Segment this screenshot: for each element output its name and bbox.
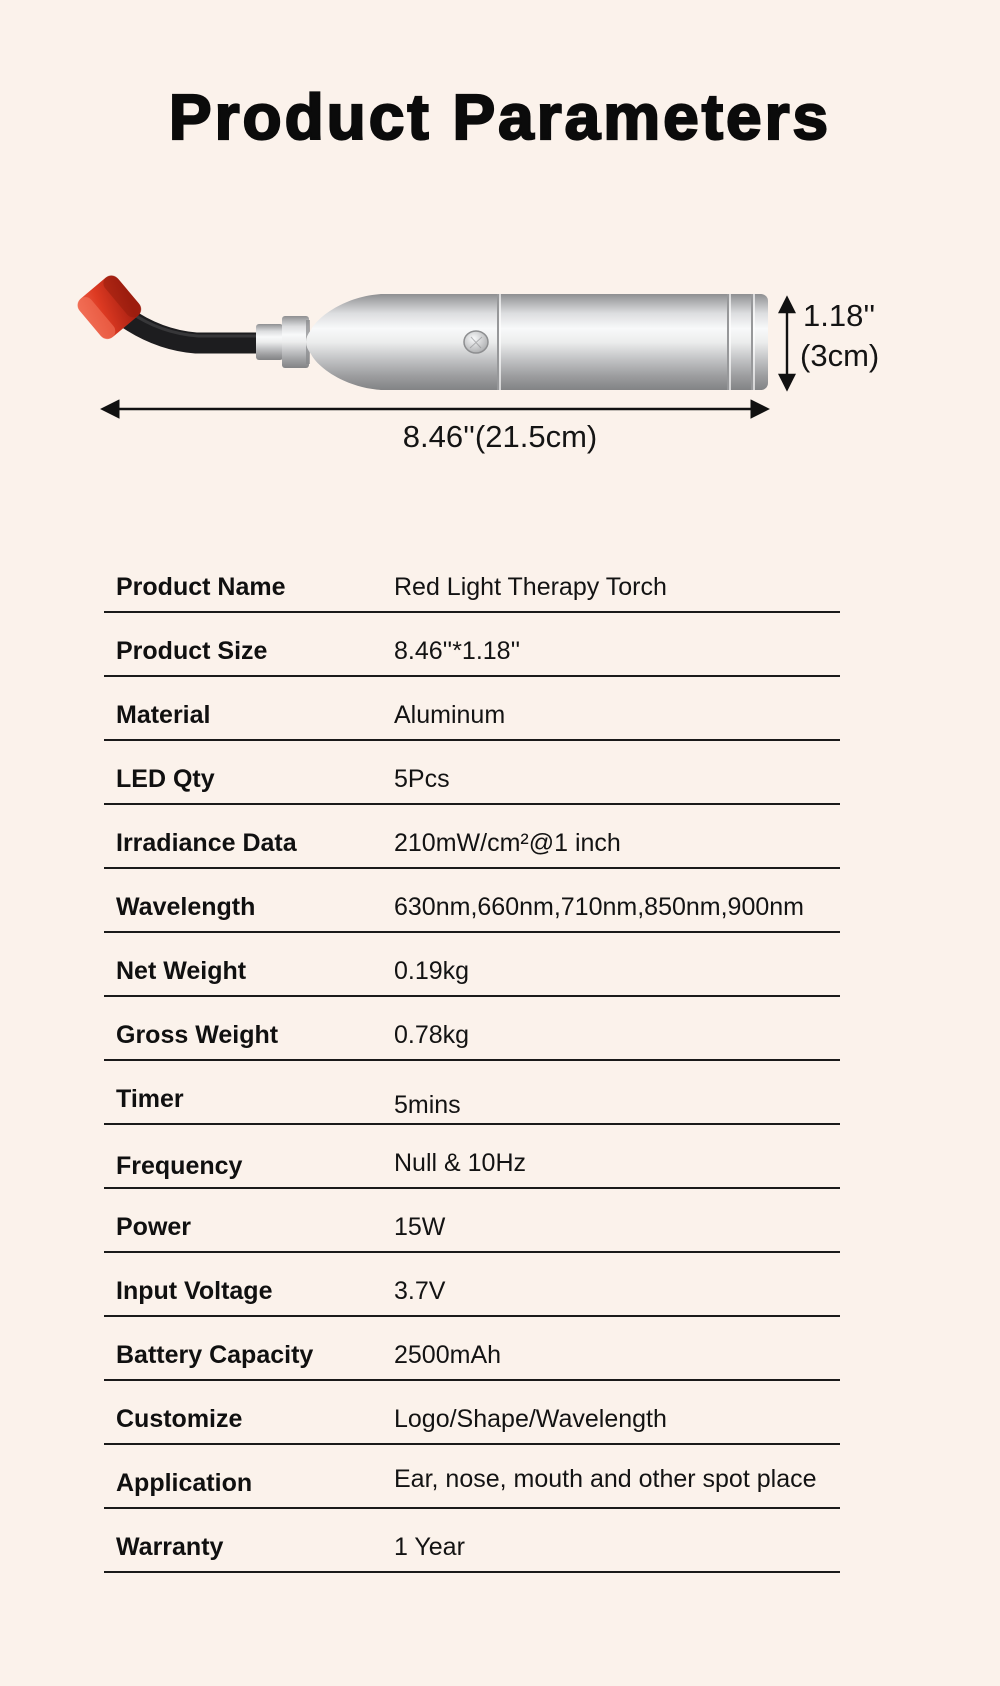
spec-value: Null & 10Hz [394,1149,526,1177]
table-row [104,805,840,869]
spec-value: 2500mAh [394,1341,502,1369]
table-row [104,613,840,677]
spec-value: 0.78kg [394,1021,470,1049]
spec-label: Irradiance Data [116,829,297,857]
torch-collar-narrow [256,324,283,360]
table-row [104,1061,840,1125]
table-row [104,1253,840,1317]
spec-label: Input Voltage [116,1277,273,1305]
torch-collar-wide [282,316,309,368]
table-row [104,1445,840,1509]
spec-value: 5Pcs [394,765,450,793]
spec-value: 0.19kg [394,957,470,985]
table-row [104,677,840,741]
spec-value: Ear, nose, mouth and other spot place [394,1465,817,1493]
table-row [104,997,840,1061]
spec-value: Red Light Therapy Torch [394,573,667,601]
spec-value: 630nm,660nm,710nm,850nm,900nm [394,893,804,921]
table-row [104,933,840,997]
spec-label: Customize [116,1405,243,1433]
spec-table [104,549,840,1573]
spec-label: Timer [116,1085,184,1113]
torch-body [375,294,768,390]
table-row [104,1509,840,1573]
spec-label: Net Weight [116,957,247,985]
spec-label: Material [116,701,211,729]
spec-label: Product Name [116,573,286,601]
spec-value: Logo/Shape/Wavelength [394,1405,667,1433]
table-row [104,1381,840,1445]
spec-label: Product Size [116,637,268,665]
spec-label: Wavelength [116,893,256,921]
height-dimension-label-inch: 1.18'' [803,298,876,333]
spec-value: 5mins [394,1091,461,1119]
spec-label: Battery Capacity [116,1341,314,1369]
spec-value: Aluminum [394,701,506,729]
spec-value: 8.46''*1.18'' [394,637,521,665]
spec-label: Application [116,1469,253,1497]
spec-label: Frequency [116,1152,243,1180]
table-row [104,1125,840,1189]
product-figure [0,0,1000,470]
table-row [104,1317,840,1381]
table-row [104,1189,840,1253]
table-row [104,741,840,805]
table-row [104,869,840,933]
length-dimension-label: 8.46''(21.5cm) [402,419,598,454]
spec-label: Warranty [116,1533,224,1561]
torch-cone [306,294,382,390]
spec-value: 15W [394,1213,446,1241]
spec-value: 1 Year [394,1533,465,1561]
table-row [104,549,840,613]
spec-value: 3.7V [394,1277,446,1305]
spec-label: Gross Weight [116,1021,279,1049]
spec-label: LED Qty [116,765,215,793]
height-dimension-label-cm: (3cm) [800,338,880,373]
spec-value: 210mW/cm²@1 inch [394,829,621,857]
spec-label: Power [116,1213,192,1241]
page-title: Product Parameters [168,81,832,153]
